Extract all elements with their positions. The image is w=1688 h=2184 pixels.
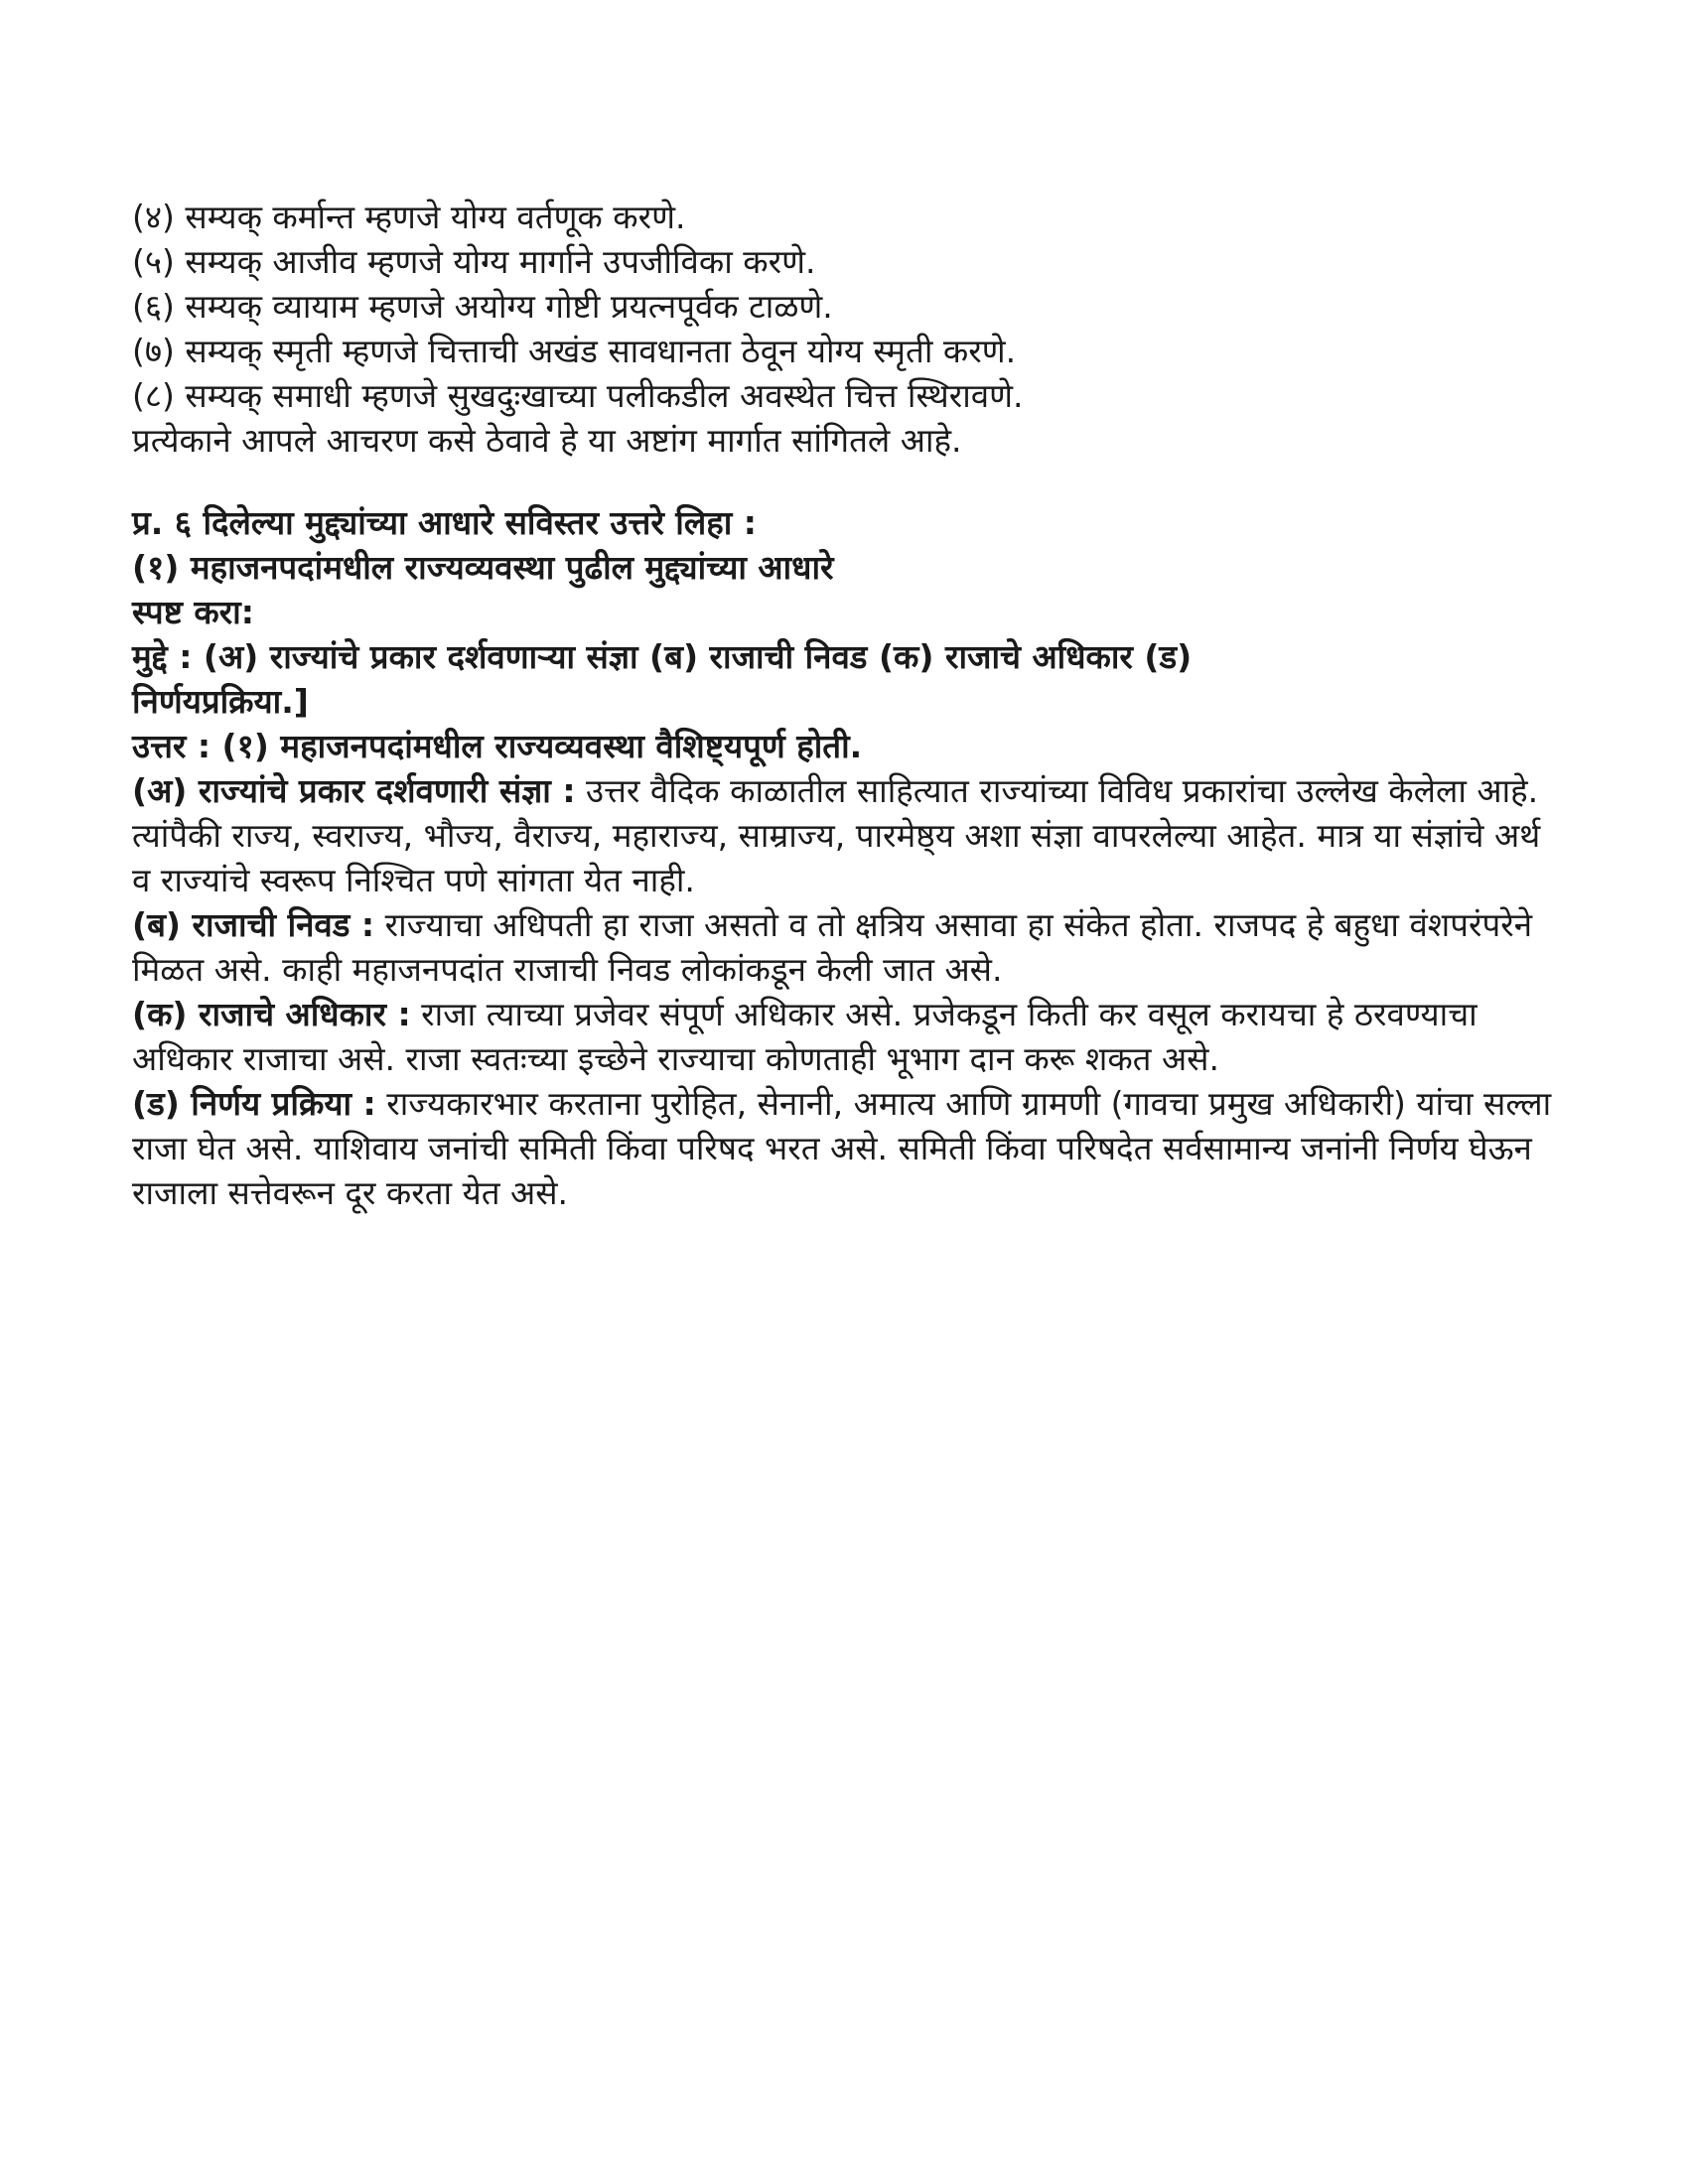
section-label: (ड) निर्णय प्रक्रिया : — [132, 1084, 376, 1123]
subquestion-line: स्पष्ट करा: — [132, 593, 254, 631]
list-item: (५) सम्यक् आजीव म्हणजे योग्य मार्गाने उपजीविका करणे. — [132, 242, 816, 281]
section-text: राज्याचा अधिपती हा राजा असतो व तो क्षत्रिय असावा हा संकेत होता. राजपद हे बहुधा वंशपरंपरेने मिळत असे. काही महाजनपदांत राजाची निवड लोकांकडून केली जात असे. — [132, 905, 1533, 989]
subquestion-line: (१) महाजनपदांमधील राज्यव्यवस्था पुढील मुद्द्यांच्या आधारे — [132, 548, 834, 587]
section-text: राज्यकारभार करताना पुरोहित, सेनानी, अमात्य आणि ग्रामणी (गावचा प्रमुख अधिकारी) यांचा सल्ला राजा घेत असे. याशिवाय जनांची समिती किंवा परिषद भरत असे. समिती किंवा परिषदेत सर्वसामान्य जनांनी निर्णय घेऊन राजाला सत्तेवरून दूर करता येत असे. — [132, 1084, 1552, 1212]
section-text: राजा त्याच्या प्रजेवर संपूर्ण अधिकार असे. प्रजेकडून किती कर वसूल करायचा हे ठरवण्याचा अधिकार राजाचा असे. राजा स्वतःच्या इच्छेने राज्याचा कोणताही भूभाग दान करू शकत असे. — [132, 995, 1477, 1078]
document-page — [132, 195, 1562, 1215]
points-line: निर्णयप्रक्रिया.] — [132, 682, 309, 721]
section-label: (क) राजाचे अधिकार : — [132, 995, 411, 1033]
answer-section — [132, 992, 1562, 1081]
list-item: (७) सम्यक् स्मृती म्हणजे चित्ताची अखंड सावधानता ठेवून योग्य स्मृती करणे. — [132, 332, 1017, 370]
section-label: (ब) राजाची निवड : — [132, 905, 375, 944]
answer-block — [132, 724, 1562, 1215]
answer-intro: उत्तर : (१) महाजनपदांमधील राज्यव्यवस्था वैशिष्ट्यपूर्ण होती. — [132, 727, 863, 765]
list-item: (६) सम्यक् व्यायाम म्हणजे अयोग्य गोष्टी प्रयत्नपूर्वक टाळणे. — [132, 287, 833, 326]
points-line: मुद्दे : (अ) राज्यांचे प्रकार दर्शवणाऱ्या संज्ञा (ब) राजाची निवड (क) राजाचे अधिकार (ड) — [132, 637, 1193, 676]
list-item: (४) सम्यक् कर्मान्त म्हणजे योग्य वर्तणूक करणे. — [132, 198, 686, 236]
question-block — [132, 500, 1562, 724]
list-item: (८) सम्यक् समाधी म्हणजे सुखदुःखाच्या पलीकडील अवस्थेत चित्त स्थिरावणे. — [132, 376, 1024, 415]
eightfold-path-list — [132, 195, 1562, 463]
answer-section — [132, 902, 1562, 992]
answer-section — [132, 1081, 1562, 1215]
question-heading: प्र. ६ दिलेल्या मुद्द्यांच्या आधारे सविस्तर उत्तरे लिहा : — [132, 503, 757, 542]
section-text: उत्तर वैदिक काळातील साहित्यात राज्यांच्या विविध प्रकारांचा उल्लेख केलेला आहे. त्यांपैकी राज्य, स्वराज्य, भौज्य, वैराज्य, महाराज्य, साम्राज्य, पारमेष्ठ्य अशा संज्ञा वापरलेल्या आहेत. मात्र या संज्ञांचे अर्थ व राज्यांचे स्वरूप निश्चित पणे सांगता येत नाही. — [132, 771, 1541, 899]
section-spacer — [132, 463, 1562, 500]
section-label: (अ) राज्यांचे प्रकार दर्शवणारी संज्ञा : — [132, 771, 576, 810]
answer-section — [132, 768, 1562, 902]
list-conclusion: प्रत्येकाने आपले आचरण कसे ठेवावे हे या अष्टांग मार्गात सांगितले आहे. — [132, 421, 962, 460]
